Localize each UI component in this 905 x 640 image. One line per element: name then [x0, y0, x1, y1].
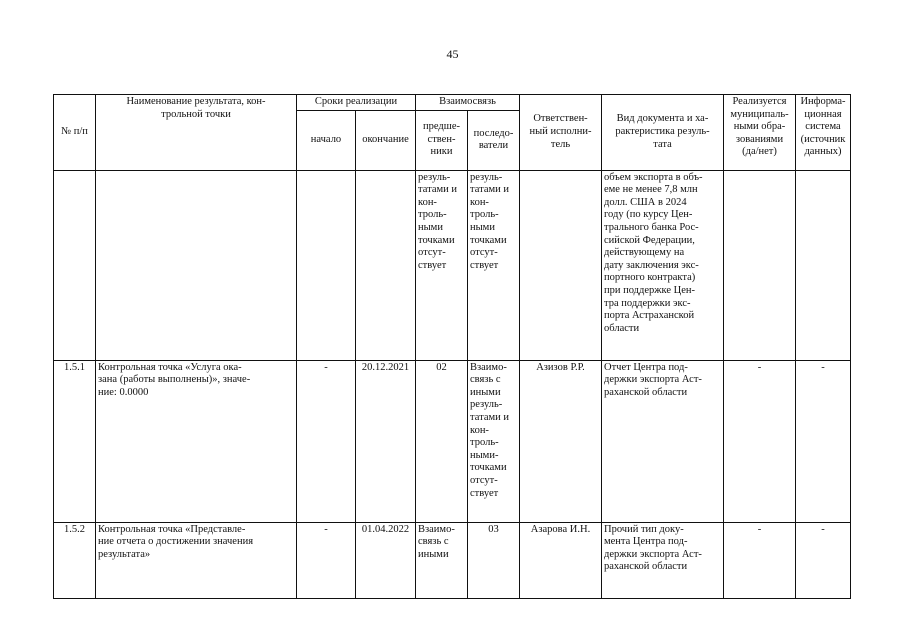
implementation-plan-table — [53, 94, 851, 599]
cell-num: 1.5.2 — [54, 522, 96, 598]
table-row — [54, 360, 851, 522]
cell-num — [54, 170, 96, 360]
header-start: начало — [297, 110, 356, 170]
cell-responsible — [520, 170, 602, 360]
cell-successors: Взаимо- связь с иными резуль- татами и кон- троль- ными- точками отсут- ствует — [468, 360, 520, 522]
cell-successors: 03 — [468, 522, 520, 598]
cell-predecessors: резуль- татами и кон- троль- ными точками отсут- ствует — [416, 170, 468, 360]
cell-responsible: Азарова И.Н. — [520, 522, 602, 598]
cell-start: - — [297, 360, 356, 522]
cell-name — [96, 170, 297, 360]
header-deadlines: Сроки реализации — [297, 95, 416, 111]
header-name: Наименование результата, кон- трольной точки — [96, 95, 297, 171]
table-row — [54, 522, 851, 598]
cell-doc-type: объем экспорта в объ- еме не менее 7,8 млн долл. США в 2024 году (по курсу Цен- трального банка Рос- сийской Федерации, действующему на дату заключения экс- портного контракта) при поддержке Цен- тра поддержки экс- порта Астраханской области — [602, 170, 724, 360]
header-predecessors: предше- ствен- ники — [416, 110, 468, 170]
cell-doc-type: Прочий тип доку- мента Центра под- держки экспорта Аст- раханской области — [602, 522, 724, 598]
header-doc-type: Вид документа и ха- рактеристика резуль- тата — [602, 95, 724, 171]
cell-name: Контрольная точка «Услуга ока- зана (работы выполнены)», значе- ние: 0.0000 — [96, 360, 297, 522]
cell-info-system — [796, 170, 851, 360]
header-successors: последо- ватели — [468, 110, 520, 170]
cell-name: Контрольная точка «Представле- ние отчета о достижении значения результата» — [96, 522, 297, 598]
cell-info-system: - — [796, 522, 851, 598]
cell-start: - — [297, 522, 356, 598]
cell-predecessors: 02 — [416, 360, 468, 522]
cell-doc-type: Отчет Центра под- держки экспорта Аст- раханской области — [602, 360, 724, 522]
cell-end: 20.12.2021 — [356, 360, 416, 522]
cell-responsible: Азизов Р.Р. — [520, 360, 602, 522]
header-municipal: Реализуется муниципаль- ными обра- зованиями (да/нет) — [724, 95, 796, 171]
cell-info-system: - — [796, 360, 851, 522]
header-info-system: Информа- ционная система (источник данных) — [796, 95, 851, 171]
page-number: 45 — [446, 47, 459, 61]
cell-municipal: - — [724, 522, 796, 598]
header-end: окончание — [356, 110, 416, 170]
header-link: Взаимосвязь — [416, 95, 520, 111]
cell-start — [297, 170, 356, 360]
cell-municipal: - — [724, 360, 796, 522]
cell-municipal — [724, 170, 796, 360]
cell-predecessors: Взаимо- связь с иными — [416, 522, 468, 598]
cell-successors: резуль- татами и кон- троль- ными точками отсут- ствует — [468, 170, 520, 360]
table-row — [54, 170, 851, 360]
header-num: № п/п — [54, 95, 96, 171]
cell-end: 01.04.2022 — [356, 522, 416, 598]
header-responsible: Ответствен- ный исполни- тель — [520, 95, 602, 171]
cell-end — [356, 170, 416, 360]
cell-num: 1.5.1 — [54, 360, 96, 522]
header-row-1 — [54, 95, 851, 111]
